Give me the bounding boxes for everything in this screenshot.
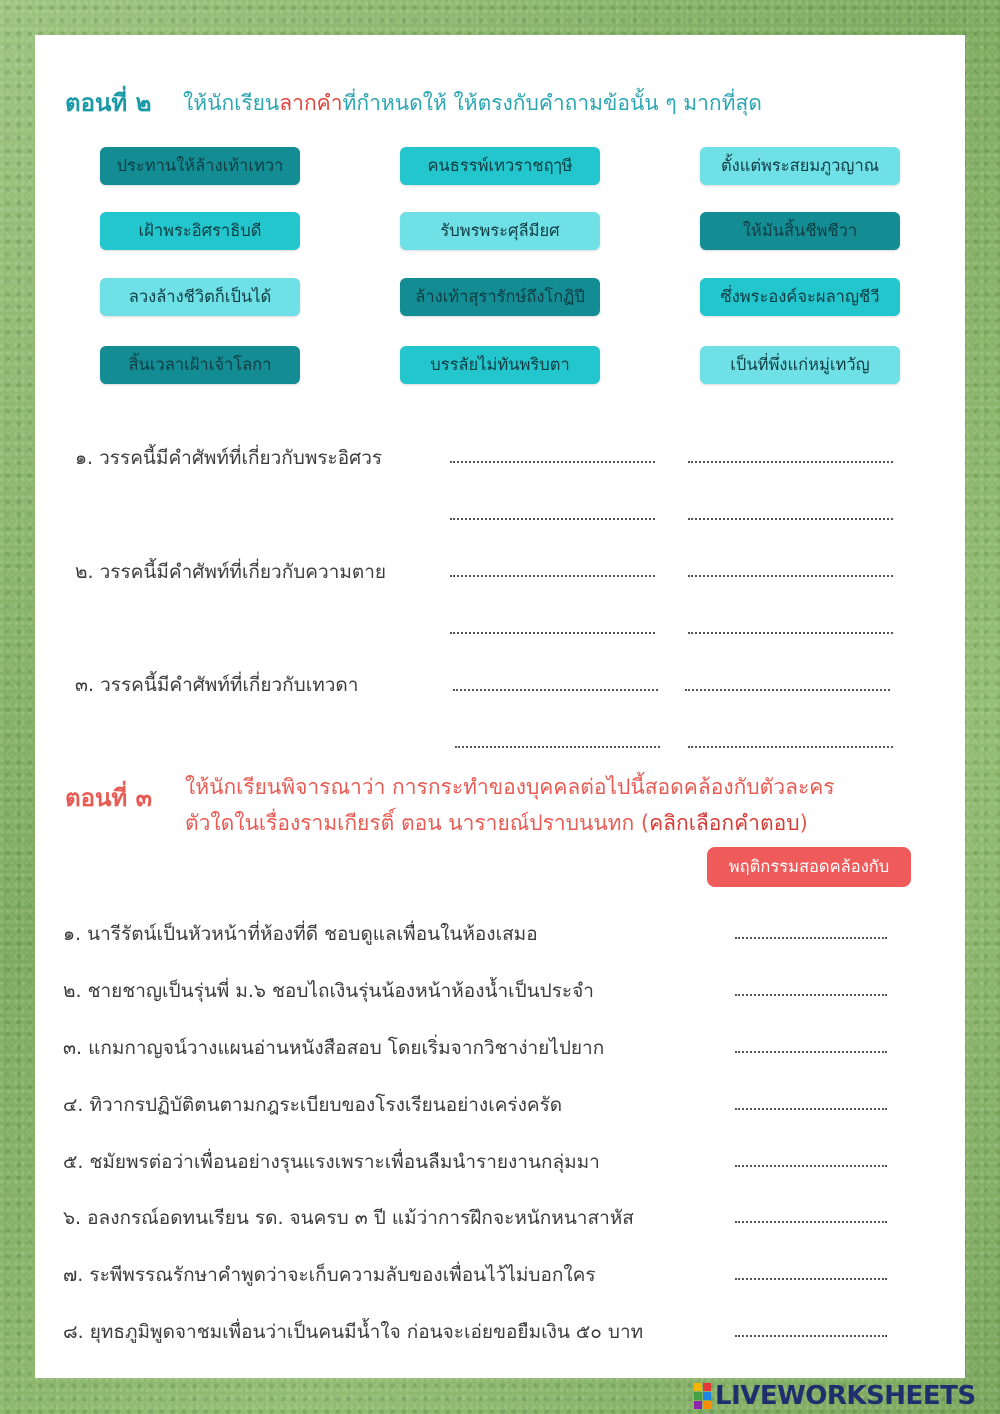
section2-instruction-start: ให้นักเรียน xyxy=(183,91,280,115)
answer-select[interactable] xyxy=(735,992,887,996)
drop-slot[interactable] xyxy=(688,573,893,577)
word-chip[interactable]: เฝ้าพระอิศราธิบดี xyxy=(100,212,300,250)
liveworksheets-text: LIVEWORKSHEETS xyxy=(715,1381,976,1411)
drop-slot[interactable] xyxy=(450,630,655,634)
answer-select[interactable] xyxy=(735,1333,887,1337)
question-3: ๓. วรรคนี้มีคำศัพท์ที่เกี่ยวกับเทวดา xyxy=(75,674,359,696)
section3-instruction-line1: ให้นักเรียนพิจารณาว่า การกระทำของบุคคลต่อไปนี้สอดคล้องกับตัวละคร xyxy=(185,775,835,799)
word-chip[interactable]: สิ้นเวลาเฝ้าเจ้าโลกา xyxy=(100,346,300,384)
drop-slot[interactable] xyxy=(450,516,655,520)
word-chip[interactable]: ซึ่งพระองค์จะผลาญชีวี xyxy=(700,278,900,316)
drop-slot[interactable] xyxy=(688,630,893,634)
word-chip[interactable]: ให้มันสิ้นชีพชีวา xyxy=(700,212,900,250)
section3-instruction-highlight: คลิกเลือกคำตอบ xyxy=(649,811,800,835)
behavior-item: ๑. นารีรัตน์เป็นหัวหน้าที่ห้องที่ดี ชอบดูแลเพื่อนในห้องเสมอ xyxy=(63,923,538,945)
word-chip[interactable]: ตั้งแต่พระสยมภูวญาณ xyxy=(700,147,900,185)
behavior-item: ๕. ชมัยพรต่อว่าเพื่อนอย่างรุนแรงเพราะเพื่อนลืมนำรายงานกลุ่มมา xyxy=(63,1151,600,1173)
word-chip[interactable]: ล้างเท้าสุรารักษ์ถึงโกฏิปี xyxy=(400,278,600,316)
answer-select[interactable] xyxy=(735,1163,887,1167)
section2-instruction xyxy=(183,87,762,120)
worksheet-page xyxy=(35,35,965,1378)
answer-column-header: พฤติกรรมสอดคล้องกับ xyxy=(707,847,911,887)
drop-slot[interactable] xyxy=(453,687,658,691)
drop-slot[interactable] xyxy=(688,459,893,463)
question-1: ๑. วรรคนี้มีคำศัพท์ที่เกี่ยวกับพระอิศวร xyxy=(75,447,383,469)
word-chip[interactable]: คนธรรพ์เทวราชฤๅษี xyxy=(400,147,600,185)
word-chip[interactable]: ประทานให้ล้างเท้าเทวา xyxy=(100,147,300,185)
drop-slot[interactable] xyxy=(455,744,660,748)
section3-instruction-line2-start: ตัวใดในเรื่องรามเกียรติ์ ตอน นารายณ์ปราบนนทก ( xyxy=(185,811,650,835)
liveworksheets-logo-icon xyxy=(694,1383,711,1409)
liveworksheets-watermark xyxy=(694,1382,976,1410)
behavior-item: ๖. อลงกรณ์อดทนเรียน รด. จนครบ ๓ ปี แม้ว่าการฝึกจะหนักหนาสาหัส xyxy=(63,1207,634,1229)
behavior-item: ๔. ทิวากรปฏิบัติตนตามกฎระเบียบของโรงเรียนอย่างเคร่งครัด xyxy=(63,1094,563,1116)
behavior-item: ๗. ระพีพรรณรักษาคำพูดว่าจะเก็บความลับของเพื่อนไว้ไม่บอกใคร xyxy=(63,1264,596,1286)
behavior-item: ๘. ยุทธภูมิพูดจาชมเพื่อนว่าเป็นคนมีน้ำใจ ก่อนจะเอ่ยขอยืมเงิน ๕๐ บาท xyxy=(63,1321,644,1343)
section2-instruction-end: ที่กำหนดให้ ให้ตรงกับคำถามข้อนั้น ๆ มากที่สุด xyxy=(342,91,762,115)
question-2: ๒. วรรคนี้มีคำศัพท์ที่เกี่ยวกับความตาย xyxy=(75,561,386,583)
answer-select[interactable] xyxy=(735,1106,887,1110)
behavior-item: ๒. ชายชาญเป็นรุ่นพี่ ม.๖ ชอบไถเงินรุ่นน้องหน้าห้องน้ำเป็นประจำ xyxy=(63,980,594,1002)
section3-instruction-line2-end: ) xyxy=(799,811,808,835)
drop-slot[interactable] xyxy=(450,459,655,463)
behavior-item: ๓. แกมกาญจน์วางแผนอ่านหนังสือสอบ โดยเริ่มจากวิชาง่ายไปยาก xyxy=(63,1037,605,1059)
drop-slot[interactable] xyxy=(688,516,893,520)
drop-slot[interactable] xyxy=(450,573,655,577)
answer-select[interactable] xyxy=(735,1219,887,1223)
drop-slot[interactable] xyxy=(688,744,893,748)
section2-instruction-highlight: ลากคำ xyxy=(279,91,343,115)
section3-instruction-line2 xyxy=(185,807,808,840)
word-chip[interactable]: ลวงล้างชีวิตก็เป็นได้ xyxy=(100,278,300,316)
answer-select[interactable] xyxy=(735,935,887,939)
word-chip[interactable]: บรรลัยไม่ทันพริบตา xyxy=(400,346,600,384)
drop-slot[interactable] xyxy=(685,687,890,691)
section3-title: ตอนที่ ๓ xyxy=(65,784,152,812)
answer-select[interactable] xyxy=(735,1276,887,1280)
section2-title: ตอนที่ ๒ xyxy=(65,89,152,117)
word-chip[interactable]: รับพรพระศุลีมียศ xyxy=(400,212,600,250)
answer-select[interactable] xyxy=(735,1049,887,1053)
word-chip[interactable]: เป็นที่พึ่งแก่หมู่เทวัญ xyxy=(700,346,900,384)
